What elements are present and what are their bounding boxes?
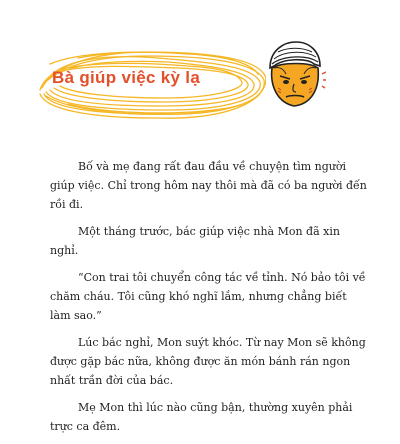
- paragraph: Bố và mẹ đang rất đau đầu về chuyện tìm người giúp việc. Chỉ trong hôm nay thôi mà đã có ba người đến rồi đi.: [50, 160, 367, 211]
- paragraph: Lúc bác nghỉ, Mon suýt khóc. Từ nay Mon sẽ không được gặp bác nữa, không được ăn món bánh rán ngon nhất trần đời của bác.: [50, 336, 366, 387]
- paragraph: Mẹ Mon thì lúc nào cũng bận, thường xuyên phải trực ca đêm.: [50, 401, 353, 433]
- chapter-title: Bà giúp việc kỳ lạ: [52, 68, 201, 87]
- paragraph: “Con trai tôi chuyển công tác về tỉnh. Nó bảo tôi về chăm cháu. Tôi cũng khó nghĩ lắm, nhưng chẳng biết làm sao.”: [50, 271, 366, 322]
- chapter-heading: [38, 44, 266, 122]
- paragraph: Một tháng trước, bác giúp việc nhà Mon đã xin nghỉ.: [50, 225, 340, 257]
- woman-headscarf-face-icon: [262, 40, 326, 110]
- story-text: [50, 157, 370, 444]
